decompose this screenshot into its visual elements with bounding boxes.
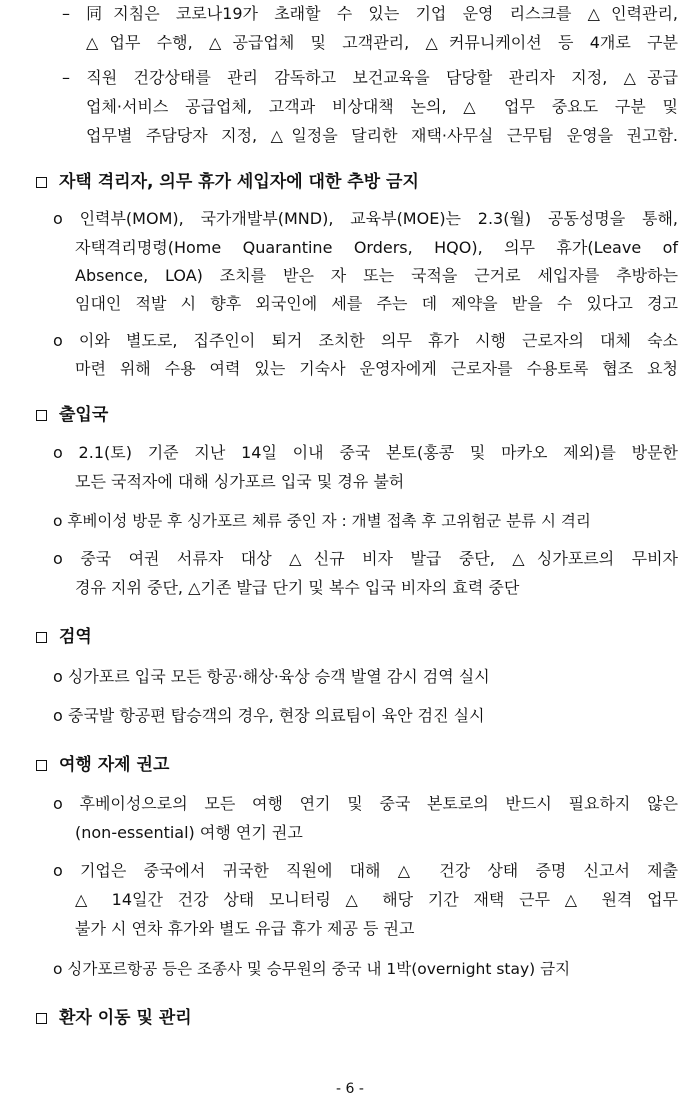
checkbox-square-icon (36, 760, 47, 771)
bullet-item-line: (non-essential) 여행 연기 권고 (75, 823, 303, 842)
bullet-item-line: 경유 지위 중단, △기존 발급 단기 및 복수 입국 비자의 효력 중단 (75, 578, 520, 597)
bullet-item-line: o 이와 별도로, 집주인이 퇴거 조치한 의무 휴가 시행 근로자의 대체 숙소 (53, 331, 678, 350)
checkbox-square-icon (36, 410, 47, 421)
bullet-item-line: o 싱가포르항공 등은 조종사 및 승무원의 중국 내 1박(overnight stay) 금지 (53, 960, 571, 978)
section-heading-text: 자택 격리자, 의무 휴가 세입자에 대한 추방 금지 (59, 172, 419, 192)
bullet-item-line: o 2.1(토) 기준 지난 14일 이내 중국 본토(홍콩 및 마카오 제외)를 방문한 (53, 443, 678, 462)
bullet-item-line: 모든 국적자에 대해 싱가포르 입국 및 경유 불허 (75, 472, 405, 491)
section-heading (0, 1007, 700, 1029)
bullet-item-line: 마련 위해 수용 여력 있는 기숙사 운영자에게 근로자를 수용토록 협조 요청 (75, 359, 678, 378)
dash-item-line: – 직원 건강상태를 관리 감독하고 보건교육을 담당할 관리자 지정, △공급 (62, 68, 678, 87)
bullet-item-line: Absence, LOA) 조치를 받은 자 또는 국적을 근거로 세입자를 추방하는 (75, 266, 678, 285)
bullet-item-line: △ 14일간 건강 상태 모니터링 △ 해당 기간 재택 근무 △ 원격 업무 (75, 890, 678, 909)
section-heading (0, 626, 700, 648)
dash-item-line: 업무별 주담당자 지정, △일정을 달리한 재택·사무실 근무팀 운영을 권고함. (86, 126, 678, 145)
bullet-item-line: 불가 시 연차 휴가와 별도 유급 휴가 제공 등 권고 (75, 919, 415, 938)
bullet-item-line: o 인력부(MOM), 국가개발부(MND), 교육부(MOE)는 2.3(월) 공동성명을 통해, (53, 209, 678, 228)
checkbox-square-icon (36, 1013, 47, 1024)
bullet-item-line: 임대인 적발 시 향후 외국인에 세를 주는 데 제약을 받을 수 있다고 경고 (75, 294, 678, 313)
bullet-item-line: o 후베이성 방문 후 싱가포르 체류 중인 자 : 개별 접촉 후 고위험군 분류 시 격리 (53, 512, 591, 530)
checkbox-square-icon (36, 177, 47, 188)
bullet-item-line: o 싱가포르 입국 모든 항공·해상·육상 승객 발열 감시 검역 실시 (53, 667, 490, 686)
section-heading (0, 404, 700, 426)
page-number: - 6 - (336, 1081, 364, 1097)
checkbox-square-icon (36, 632, 47, 643)
section-heading-text: 검역 (59, 627, 92, 647)
section-heading-text: 환자 이동 및 관리 (59, 1008, 192, 1028)
section-heading (0, 754, 700, 776)
section-heading-text: 여행 자제 권고 (59, 755, 170, 775)
bullet-item-line: o 후베이성으로의 모든 여행 연기 및 중국 본토로의 반드시 필요하지 않은 (53, 794, 678, 813)
bullet-item-line: o 중국 여권 서류자 대상 △신규 비자 발급 중단, △싱가포르의 무비자 (53, 549, 678, 568)
dash-item-line: – 同지침은 코로나19가 초래할 수 있는 기업 운영 리스크를 △인력관리, (62, 4, 678, 23)
bullet-item-line: o 중국발 항공편 탑승객의 경우, 현장 의료팀이 육안 검진 실시 (53, 706, 485, 725)
bullet-item-line: 자택격리명령(Home Quarantine Orders, HQO), 의무 휴가(Leave of (75, 238, 678, 257)
dash-item-line: △업무 수행, △공급업체 및 고객관리, △커뮤니케이션 등 4개로 구분 (86, 33, 678, 52)
bullet-item-line: o 기업은 중국에서 귀국한 직원에 대해 △ 건강 상태 증명 신고서 제출 (53, 861, 678, 880)
dash-item-line: 업체·서비스 공급업체, 고객과 비상대책 논의, △ 업무 중요도 구분 및 (86, 97, 678, 116)
section-heading (0, 171, 700, 193)
section-heading-text: 출입국 (59, 405, 109, 425)
